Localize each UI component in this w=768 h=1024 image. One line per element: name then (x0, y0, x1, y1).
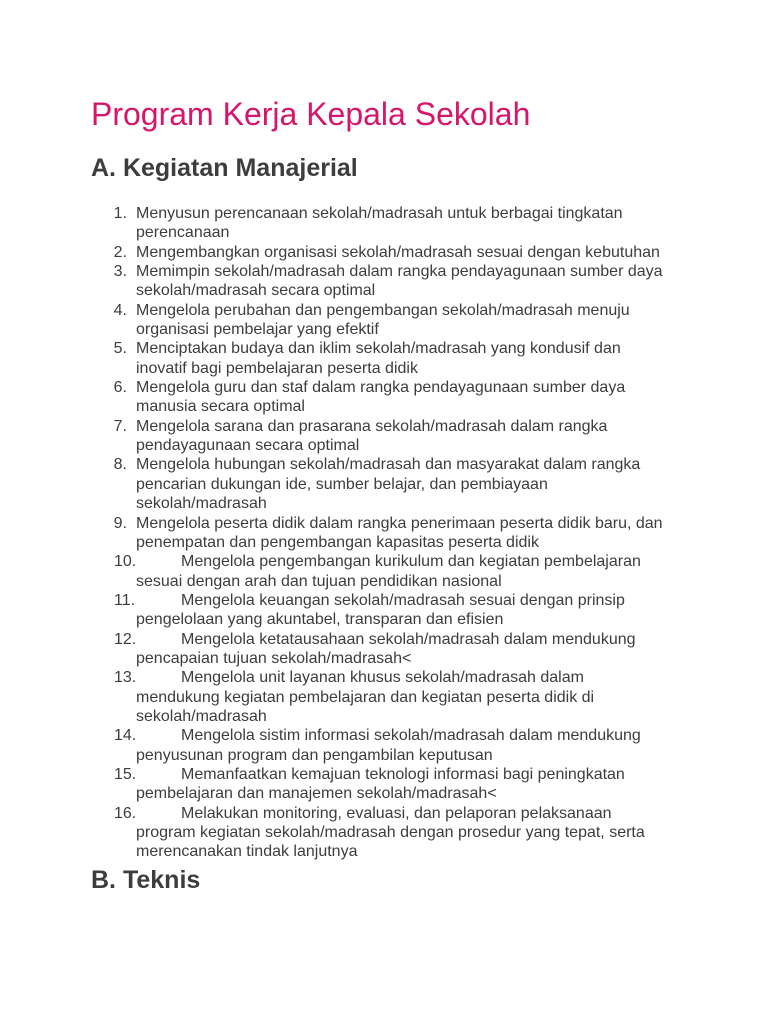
list-item-text: organisasi pembelajar yang efektif (136, 321, 379, 339)
list-item-text-run: Memanfaatkan kemajuan teknologi informasi bagi peningkatan (181, 765, 625, 783)
list-item-text: pendayagunaan secara optimal (136, 437, 360, 455)
list-item-number: 16. (114, 804, 137, 822)
list-item (0, 591, 768, 630)
list-item-text-run: Mengelola ketatausahaan sekolah/madrasah dalam mendukung (181, 630, 636, 648)
list-item-text (136, 726, 688, 745)
list-item-text-run: Mengelola pengembangan kurikulum dan kegiatan pembelajaran (181, 553, 641, 571)
list-item-text: Mengelola hubungan sekolah/madrasah dan masyarakat dalam rangka (136, 456, 641, 474)
list-item-text: Mengelola perubahan dan pengembangan sekolah/madrasah menuju (136, 301, 630, 319)
list-item-text: Menyusun perencanaan sekolah/madrasah untuk berbagai tingkatan (136, 205, 623, 222)
list-item-text: penyusunan program dan pengambilan keputusan (136, 746, 493, 764)
list-item (0, 378, 768, 417)
list-item (0, 514, 768, 553)
list-item (0, 417, 768, 456)
list-item-text: penempatan dan pengembangan kapasitas peserta didik (136, 533, 539, 551)
list-item (0, 455, 768, 513)
list-item-text: pencarian dukungan ide, sumber belajar, dan pembiayaan (136, 475, 548, 493)
list-item-text: inovatif bagi pembelajaran peserta didik (136, 359, 418, 377)
section-heading-teknis: B. Teknis (91, 866, 201, 894)
list-item-text: Mengelola sarana dan prasarana sekolah/madrasah dalam rangka (136, 417, 608, 435)
list-item-text (136, 630, 688, 649)
list-item-number: 7. (113, 417, 127, 435)
list-item-text-run: Mengelola sistim informasi sekolah/madrasah dalam mendukung (181, 727, 641, 745)
list-item-text: pengelolaan yang akuntabel, transparan dan efisien (136, 611, 504, 629)
list-item-text-run: Mengelola unit layanan khusus sekolah/madrasah dalam (181, 669, 584, 687)
list-item-text: sesuai dengan arah dan tujuan pendidikan nasional (136, 572, 502, 590)
list-item (0, 726, 768, 765)
list-item-number: 15. (114, 765, 137, 783)
list-item-number: 5. (113, 340, 127, 358)
list-item-text: Mengelola guru dan staf dalam rangka pendayagunaan sumber daya (136, 379, 626, 397)
list-item-number: 4. (113, 301, 127, 319)
list-item-text: pencapaian tujuan sekolah/madrasah< (136, 649, 412, 667)
list-item-text (136, 765, 688, 784)
list-item-text (136, 591, 688, 610)
list-item (0, 630, 768, 669)
list-item (0, 339, 768, 378)
list-item-text: manusia secara optimal (136, 398, 305, 416)
list-item-text (136, 552, 688, 571)
list-item-text-run: Mengelola keuangan sekolah/madrasah sesuai dengan prinsip (181, 591, 625, 609)
list-item-text: program kegiatan sekolah/madrasah dengan prosedur yang tepat, serta (136, 824, 645, 841)
list-item-number: 9. (113, 514, 127, 532)
kegiatan-manajerial-list (0, 204, 768, 862)
list-item (0, 668, 768, 726)
list-item-text: Menciptakan budaya dan iklim sekolah/madrasah yang kondusif dan (136, 340, 621, 358)
list-item-text: sekolah/madrasah (136, 707, 267, 725)
list-item-text: sekolah/madrasah (136, 495, 267, 513)
list-item-text (136, 804, 688, 823)
list-item (0, 765, 768, 804)
list-item (0, 804, 768, 862)
list-item (0, 262, 768, 301)
list-item-text: sekolah/madrasah secara optimal (136, 282, 376, 300)
list-item-text: mendukung kegiatan pembelajaran dan kegiatan peserta didik di (136, 688, 595, 706)
list-item-number: 2. (113, 243, 127, 261)
list-item-text: Mengelola peserta didik dalam rangka penerimaan peserta didik baru, dan (136, 514, 663, 532)
list-item-number: 8. (113, 456, 127, 474)
list-item-number: 11. (114, 591, 136, 609)
document-title: Program Kerja Kepala Sekolah (91, 96, 531, 132)
list-item-number: 6. (113, 379, 127, 397)
list-item (0, 243, 768, 262)
list-item-text (136, 668, 688, 687)
list-item-number: 3. (113, 263, 127, 281)
list-item-number: 10. (114, 553, 137, 571)
section-heading-kegiatan-manajerial: A. Kegiatan Manajerial (91, 154, 358, 182)
list-item-text: perencanaan (136, 224, 230, 242)
list-item-text: Memimpin sekolah/madrasah dalam rangka pendayagunaan sumber daya (136, 263, 663, 281)
list-item (0, 552, 768, 591)
list-item (0, 204, 768, 243)
list-item-text: pembelajaran dan manajemen sekolah/madrasah< (136, 785, 497, 803)
list-item-text: merencanakan tindak lanjutnya (136, 843, 358, 861)
list-item-text-run: Melakukan monitoring, evaluasi, dan pelaporan pelaksanaan (181, 804, 612, 822)
list-item-number: 13. (114, 669, 137, 687)
list-item-number: 1. (113, 205, 127, 222)
list-item-number: 14. (114, 727, 137, 745)
list-item (0, 301, 768, 340)
list-item-text: Mengembangkan organisasi sekolah/madrasah sesuai dengan kebutuhan (136, 243, 660, 261)
list-item-number: 12. (114, 630, 137, 648)
